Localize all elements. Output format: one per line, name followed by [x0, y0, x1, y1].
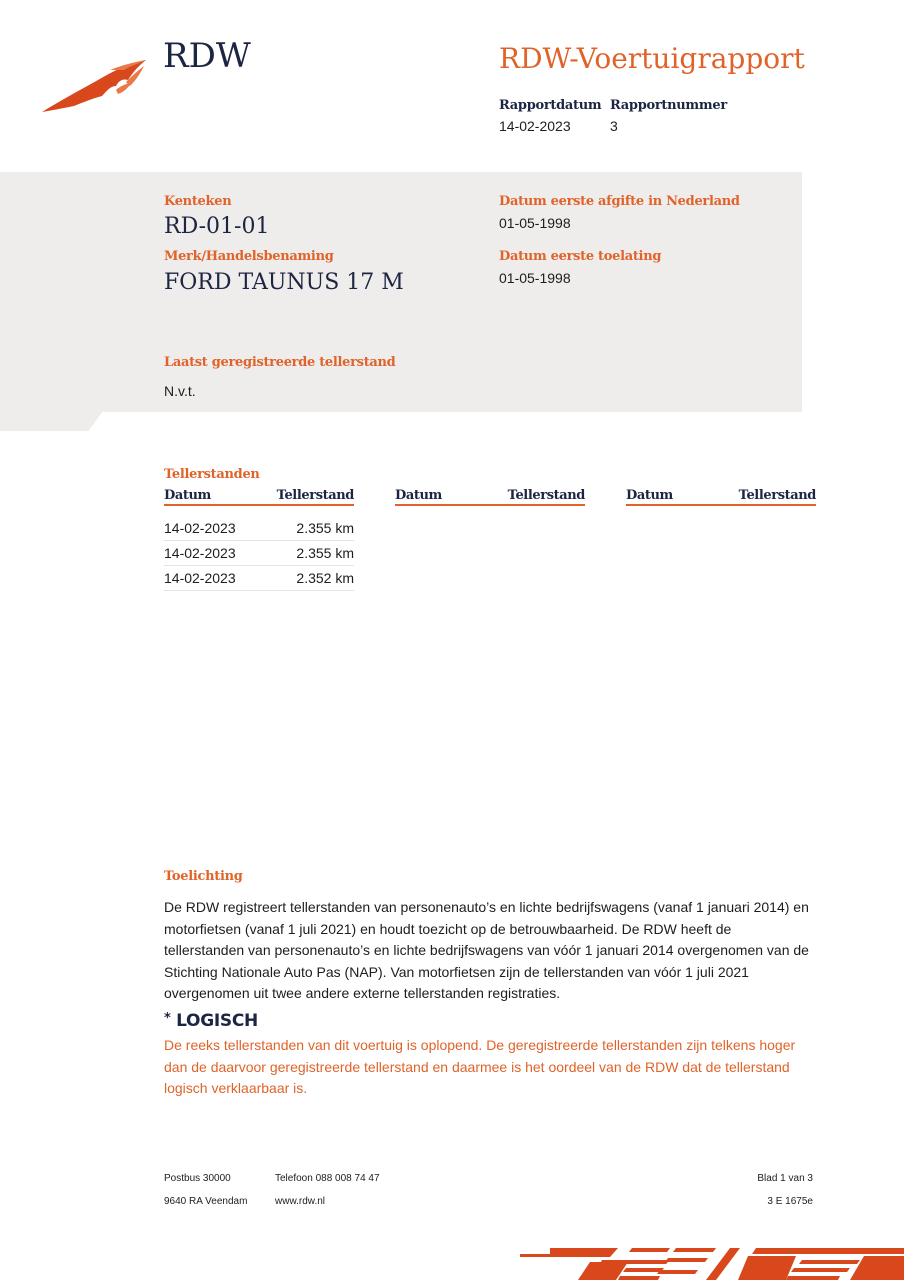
footer-postcode: 9640 RA Veendam — [164, 1196, 248, 1207]
table-header — [626, 488, 816, 506]
row-tellerstand: 2.352 km — [296, 570, 354, 586]
footer-telefoon: Telefoon 088 008 74 47 — [275, 1173, 380, 1184]
vehicle-info-panel-tab — [0, 411, 103, 431]
rapportdatum-value: 14-02-2023 — [499, 118, 571, 134]
verdict-label: LOGISCH — [176, 1011, 258, 1031]
header-datum: Datum — [626, 488, 673, 503]
verdict-star: * — [164, 1011, 171, 1026]
header-tellerstand: Tellerstand — [276, 488, 354, 503]
row-tellerstand: 2.355 km — [296, 545, 354, 561]
row-datum: 14-02-2023 — [164, 545, 236, 561]
header-tellerstand: Tellerstand — [738, 488, 816, 503]
kenteken-value: RD-01-01 — [164, 214, 270, 239]
toelating-label: Datum eerste toelating — [499, 249, 662, 264]
table-header — [395, 488, 585, 506]
tellerstanden-column-2 — [395, 488, 585, 506]
merk-label: Merk/Handelsbenaming — [164, 249, 334, 264]
laatst-tellerstand-label: Laatst geregistreerde tellerstand — [164, 355, 396, 370]
kenteken-label: Kenteken — [164, 194, 232, 209]
rapportnummer-label: Rapportnummer — [610, 98, 727, 113]
decorative-stripes-icon — [520, 1244, 904, 1280]
footer-page-number: Blad 1 van 3 — [757, 1173, 813, 1184]
rapportnummer-value: 3 — [610, 118, 618, 134]
toelating-value: 01-05-1998 — [499, 270, 571, 286]
footer-postbus: Postbus 30000 — [164, 1173, 231, 1184]
afgifte-label: Datum eerste afgifte in Nederland — [499, 194, 740, 209]
tellerstanden-title: Tellerstanden — [164, 467, 260, 482]
afgifte-value: 01-05-1998 — [499, 215, 571, 231]
laatst-tellerstand-value: N.v.t. — [164, 383, 196, 399]
footer-document-code: 3 E 1675e — [767, 1196, 813, 1207]
toelichting-title: Toelichting — [164, 869, 243, 884]
verdict-text: De reeks tellerstanden van dit voertuig is oplopend. De geregistreerde tellerstanden zijn telkens hoger dan de daarvoor geregistreerde tellerstand en daarmee is het oordeel van de RDW dat de tellerstand logisch verklaarbaar is. — [164, 1037, 796, 1096]
row-datum: 14-02-2023 — [164, 570, 236, 586]
tellerstanden-column-3 — [626, 488, 816, 506]
tellerstanden-column-1 — [164, 488, 354, 591]
row-tellerstand: 2.355 km — [296, 520, 354, 536]
table-header — [164, 488, 354, 506]
report-title: RDW-Voertuigrapport — [499, 42, 805, 75]
header-datum: Datum — [164, 488, 211, 503]
row-datum: 14-02-2023 — [164, 520, 236, 536]
footer-website[interactable]: www.rdw.nl — [275, 1196, 326, 1207]
toelichting-text: De RDW registreert tellerstanden van personenauto’s en lichte bedrijfswagens (vanaf 1 januari 2014) en motorfietsen (vanaf 1 juli 2021) en houdt toezicht op de betrouwbaarheid. De RDW heeft de tellerstanden van personenauto’s en lichte bedrijfswagens van vóór 1 januari 2014 overgenomen van de Stichting Nationale Auto Pas (NAP). Van motorfietsen zijn de tellerstanden van vóór 1 juli 2021 overgenomen uit twee andere externe tellerstanden registraties. — [164, 899, 809, 1001]
table-row — [164, 516, 354, 541]
verdict-heading — [164, 1011, 258, 1031]
header-tellerstand: Tellerstand — [507, 488, 585, 503]
table-row — [164, 566, 354, 591]
header-datum: Datum — [395, 488, 442, 503]
merk-value: FORD TAUNUS 17 M — [164, 270, 404, 295]
rdw-logo-icon — [40, 56, 148, 114]
table-row — [164, 541, 354, 566]
rapportdatum-label: Rapportdatum — [499, 98, 602, 113]
brand-name: RDW — [163, 36, 251, 76]
